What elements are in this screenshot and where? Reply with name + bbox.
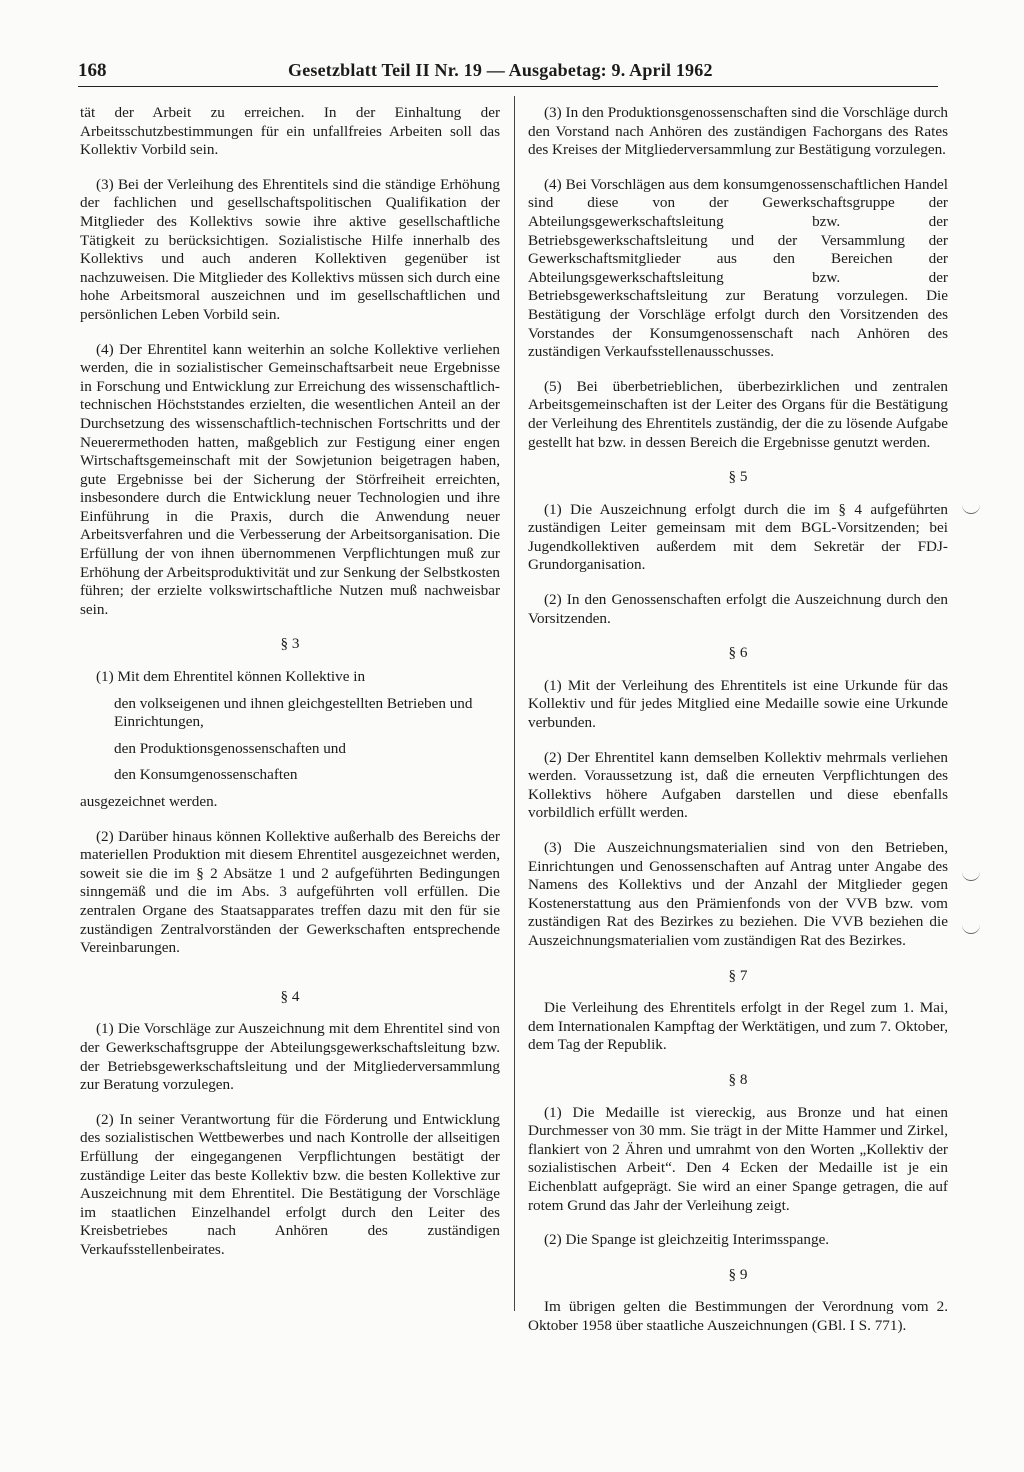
gazette-title: Gesetzblatt Teil II Nr. 19 — Ausgabetag: 9. April 1962	[288, 60, 713, 80]
section-heading-8: § 8	[728, 1070, 748, 1088]
margin-mark	[962, 505, 980, 514]
paragraph: (1) Mit dem Ehrentitel können Kollektive in	[96, 668, 366, 686]
header-rule	[78, 86, 938, 87]
paragraph: (2) Darüber hinaus können Kollektive außerhalb des Bereichs der materiellen Produktion mit diesem Ehrentitel ausgezeichnet werden, soweit sie die im § 2 Absätze 1 und 2 aufgeführten Bedingungen sinngemäß und die im Abs. 3 aufgeführten voll erfüllen. Die zentralen Organe des Staatsapparates treffen dazu mit den für sie zuständigen Zentralvorständen der Gewerkschaften entsprechende Vereinbarungen.	[80, 827, 500, 957]
paragraph: (1) Die Auszeichnung erfolgt durch die im § 4 aufgeführten zuständigen Leiter gemeinsam mit dem BGL-Vorsitzenden; bei Jugendkollektiven außerdem mit dem Sekretär der FDJ-Grundorganisation.	[528, 500, 948, 574]
paragraph: (3) In den Produktionsgenossenschaften sind die Vorschläge durch den Vorstand nach Anhören des zuständigen Fachorgans des Rates des Kreises der Mitgliederversammlung zur Bestätigung vorzulegen.	[528, 104, 948, 159]
paragraph: (1) Die Vorschläge zur Auszeichnung mit dem Ehrentitel sind von der Gewerkschaftsgruppe der Abteilungsgewerkschaftsleitung bzw. der Betriebsgewerkschaftsleitung und der Mitgliederversammlung zur Beratung vorzulegen.	[80, 1020, 500, 1094]
paragraph: (3) Bei der Verleihung des Ehrentitels sind die ständige Erhöhung der fachlichen und gesellschaftspolitischen Qualifikation der Mitglieder des Kollektivs sowie ihre aktive gesellschaftliche Tätigkeit zu berücksichtigen. Sozialistische Hilfe innerhalb des Kollektivs und auch anderen Kollektiven gegenüber ist nachzuweisen. Die Mitglieder des Kollektivs müssen sich durch eine hohe Arbeitsmoral auszeichnen und im gesellschaftlichen und persönlichen Leben Vorbild sein.	[80, 175, 500, 323]
paragraph: (2) In den Genossenschaften erfolgt die Auszeichnung durch den Vorsitzenden.	[528, 591, 948, 627]
section-heading-9: § 9	[728, 1265, 748, 1283]
right-column	[528, 104, 948, 1351]
page-number: 168	[78, 60, 107, 81]
left-column	[80, 104, 500, 1275]
section-heading-6: § 6	[728, 644, 748, 662]
paragraph: (2) Der Ehrentitel kann demselben Kollektiv mehrmals verliehen werden. Voraussetzung ist, daß die erneuten Verpflichtungen des Kollektivs höhere Aufgaben darstellen und diese ebenfalls vorbildlich erfüllt werden.	[528, 748, 948, 822]
paragraph: tät der Arbeit zu erreichen. In der Einhaltung der Arbeitsschutzbestimmungen für ein unfallfreies Arbeiten soll das Kollektiv Vorbild sein.	[80, 104, 500, 159]
paragraph: (1) Mit der Verleihung des Ehrentitels ist eine Urkunde für das Kollektiv und für jedes Mitglied eine Medaille sowie eine Urkunde verbunden.	[528, 676, 948, 732]
section-heading-5: § 5	[728, 468, 748, 486]
paragraph: Die Verleihung des Ehrentitels erfolgt in der Regel zum 1. Mai, dem Internationalen Kampftag der Werktätigen, und zum 7. Oktober, dem Tag der Republik.	[528, 999, 948, 1054]
paragraph: (2) In seiner Verantwortung für die Förderung und Entwicklung des sozialistischen Wettbewerbes und nach Kontrolle der allseitigen Erfüllung der eingegangenen Verpflichtungen bestätigt der zuständige Leiter das beste Kollektiv bzw. die besten Kollektive zur Auszeichnung mit dem Ehrentitel. Die Bestätigung der Vorschläge im staatlichen Einzelhandel erfolgt durch den Leiter des Kreisbetriebes nach Anhören des zuständigen Verkaufsstellenbeirates.	[80, 1110, 500, 1258]
paragraph: (3) Die Auszeichnungsmaterialien sind von den Betrieben, Einrichtungen und Genossenschaften auf Antrag unter Angabe des Namens des Kollektivs und der Anzahl der Mitglieder gegen Kostenerstattung aus den Prämienfonds von der VVB bzw. vom zuständigen Rat des Bezirkes zu beziehen. Die VVB beziehen die Auszeichnungsmaterialien vom zuständigen Rat des Bezirkes.	[528, 839, 948, 949]
list-item-text: den Produktionsgenossenschaften und	[114, 739, 346, 757]
margin-mark	[962, 925, 980, 934]
paragraph: ausgezeichnet werden.	[80, 793, 218, 810]
list-item	[114, 740, 500, 759]
paragraph: (2) Die Spange ist gleichzeitig Interimsspange.	[544, 1231, 830, 1249]
paragraph: (4) Bei Vorschlägen aus dem konsumgenossenschaftlichen Handel sind diese von der Gewerkschaftsgruppe der Abteilungsgewerkschaftsleitung bzw. der Betriebsgewerkschaftsleitung und der Versammlung der Gewerkschaftsmitglieder aus den Bereichen der Abteilungsgewerkschaftsleitung bzw. der Betriebsgewerkschaftsleitung zur Beratung vorzulegen. Die Bestätigung der Vorschläge erfolgt durch den Vorsitzenden des Vorstandes der Konsumgenossenschaft nach Anhören des zuständigen Verkaufsstellenausschusses.	[528, 175, 948, 361]
paragraph: (1) Die Medaille ist viereckig, aus Bronze und hat einen Durchmesser von 30 mm. Sie trägt in der Mitte Hammer und Zirkel, flankiert von 2 Ähren und umrahmt von den Worten „Kollektiv der sozialistischen Arbeit“. Den 4 Ecken der Medaille ist je ein Eichenblatt aufgeprägt. Sie wird an einer Spange getragen, die auf rotem Grund das Jahr der Verleihung zeigt.	[528, 1103, 948, 1214]
list-item-text: den Konsumgenossenschaften	[114, 766, 298, 784]
list-item-text: den volkseigenen und ihnen gleichgestellten Betrieben und Einrichtungen,	[114, 694, 473, 731]
paragraph: Im übrigen gelten die Bestimmungen der Verordnung vom 2. Oktober 1958 über staatliche Auszeichnungen (GBl. I S. 771).	[528, 1298, 948, 1334]
paragraph: (4) Der Ehrentitel kann weiterhin an solche Kollektive verliehen werden, die in sozialistischer Gemeinschaftsarbeit neue Ergebnisse in Forschung und Entwicklung zur Erreichung des wissenschaftlich-technischen Höchststandes erzielten, die wesentlichen Anteil an der Durchsetzung des wissenschaftlich-technischen Fortschritts und der Neuerermethoden hatten, maßgeblich zur Festigung einer engen Wirtschaftsgemeinschaft mit der Sowjetunion beigetragen haben, gute Ergebnisse bei der Sicherung der Störfreiheit erreichten, insbesondere durch die Entwicklung neuer Technologien und ihre Einführung in die Praxis, durch die Anwendung neuer Arbeitsverfahren und die Verbesserung der Arbeitsorganisation. Die Erfüllung der von ihnen übernommenen Verpflichtungen muß zur Erhöhung der Arbeitsproduktivität und zur Senkung der Selbstkosten führen; der erzielte volkswirtschaftliche Nutzen muß nachweisbar sein.	[80, 340, 500, 618]
list-item	[114, 695, 500, 732]
margin-mark	[962, 872, 980, 881]
section-heading-7: § 7	[728, 966, 748, 984]
section-heading-4: § 4	[280, 987, 300, 1005]
column-divider	[514, 96, 515, 1311]
section-heading-3: § 3	[280, 635, 300, 653]
list-item	[114, 766, 500, 785]
paragraph: (5) Bei überbetrieblichen, überbezirklichen und zentralen Arbeitsgemeinschaften ist der Leiter des Organs für die Bestätigung der Verleihung des Ehrentitels zuständig, der die zu lösende Aufgabe gestellt hat bzw. in dessen Bereich die Ergebnisse genutzt werden.	[528, 377, 948, 451]
